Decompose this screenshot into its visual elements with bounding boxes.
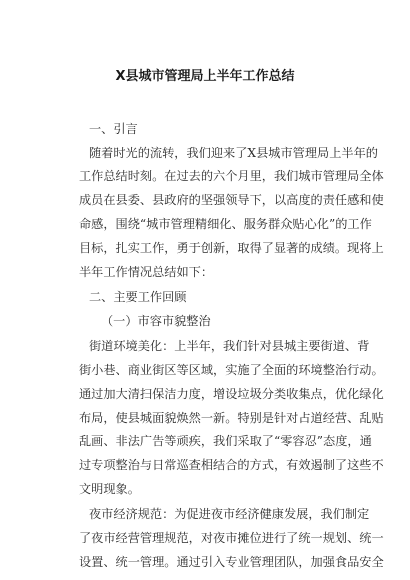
paragraph-line: 布局，使县城面貌焕然一新。特别是针对占道经营、乱贴 xyxy=(79,411,384,425)
paragraph-line: 工作总结时刻。在过去的六个月里，我们城市管理局全体 xyxy=(79,169,384,183)
heading-introduction: 一、引言 xyxy=(89,122,138,136)
paragraph-line: 命感，围绕“城市管理精细化、服务群众贴心化”的工作 xyxy=(79,217,372,231)
paragraph-line: 文明现象。 xyxy=(79,482,140,496)
document-title: X县城市管理局上半年工作总结 xyxy=(115,69,295,84)
paragraph-line: 目标，扎实工作，勇于创新，取得了显著的成绩。现将上 xyxy=(79,241,384,255)
heading-main-work-review: 二、主要工作回顾 xyxy=(89,290,187,304)
paragraph-line: 乱画、非法广告等顽疾，我们采取了“零容忍”态度，通 xyxy=(79,434,372,448)
paragraph-line: 半年工作情况总结如下： xyxy=(79,265,214,279)
paragraph-line: 了夜市经营管理规范，对夜市摊位进行了统一规划、统一 xyxy=(79,531,384,545)
paragraph-line: 街道环境美化：上半年，我们针对县城主要街道、背 xyxy=(89,339,370,353)
paragraph-line: 成员在县委、县政府的坚强领导下，以高度的责任感和使 xyxy=(79,193,384,207)
paragraph-line: 随着时光的流转，我们迎来了X县城市管理局上半年的 xyxy=(89,146,378,160)
paragraph-line: 夜市经济规范：为促进夜市经济健康发展，我们制定 xyxy=(89,507,370,521)
paragraph-line: 通过加大清扫保洁力度，增设垃圾分类收集点，优化绿化 xyxy=(79,387,384,401)
paragraph-line: 过专项整治与日常巡查相结合的方式，有效遏制了这些不 xyxy=(79,458,384,472)
subheading-city-appearance: （一）市容市貌整治 xyxy=(101,314,211,328)
paragraph-line: 街小巷、商业街区等区域，实施了全面的环境整治行动。 xyxy=(79,363,384,377)
paragraph-line: 设置、统一管理。通过引入专业管理团队，加强食品安全 xyxy=(79,555,384,569)
